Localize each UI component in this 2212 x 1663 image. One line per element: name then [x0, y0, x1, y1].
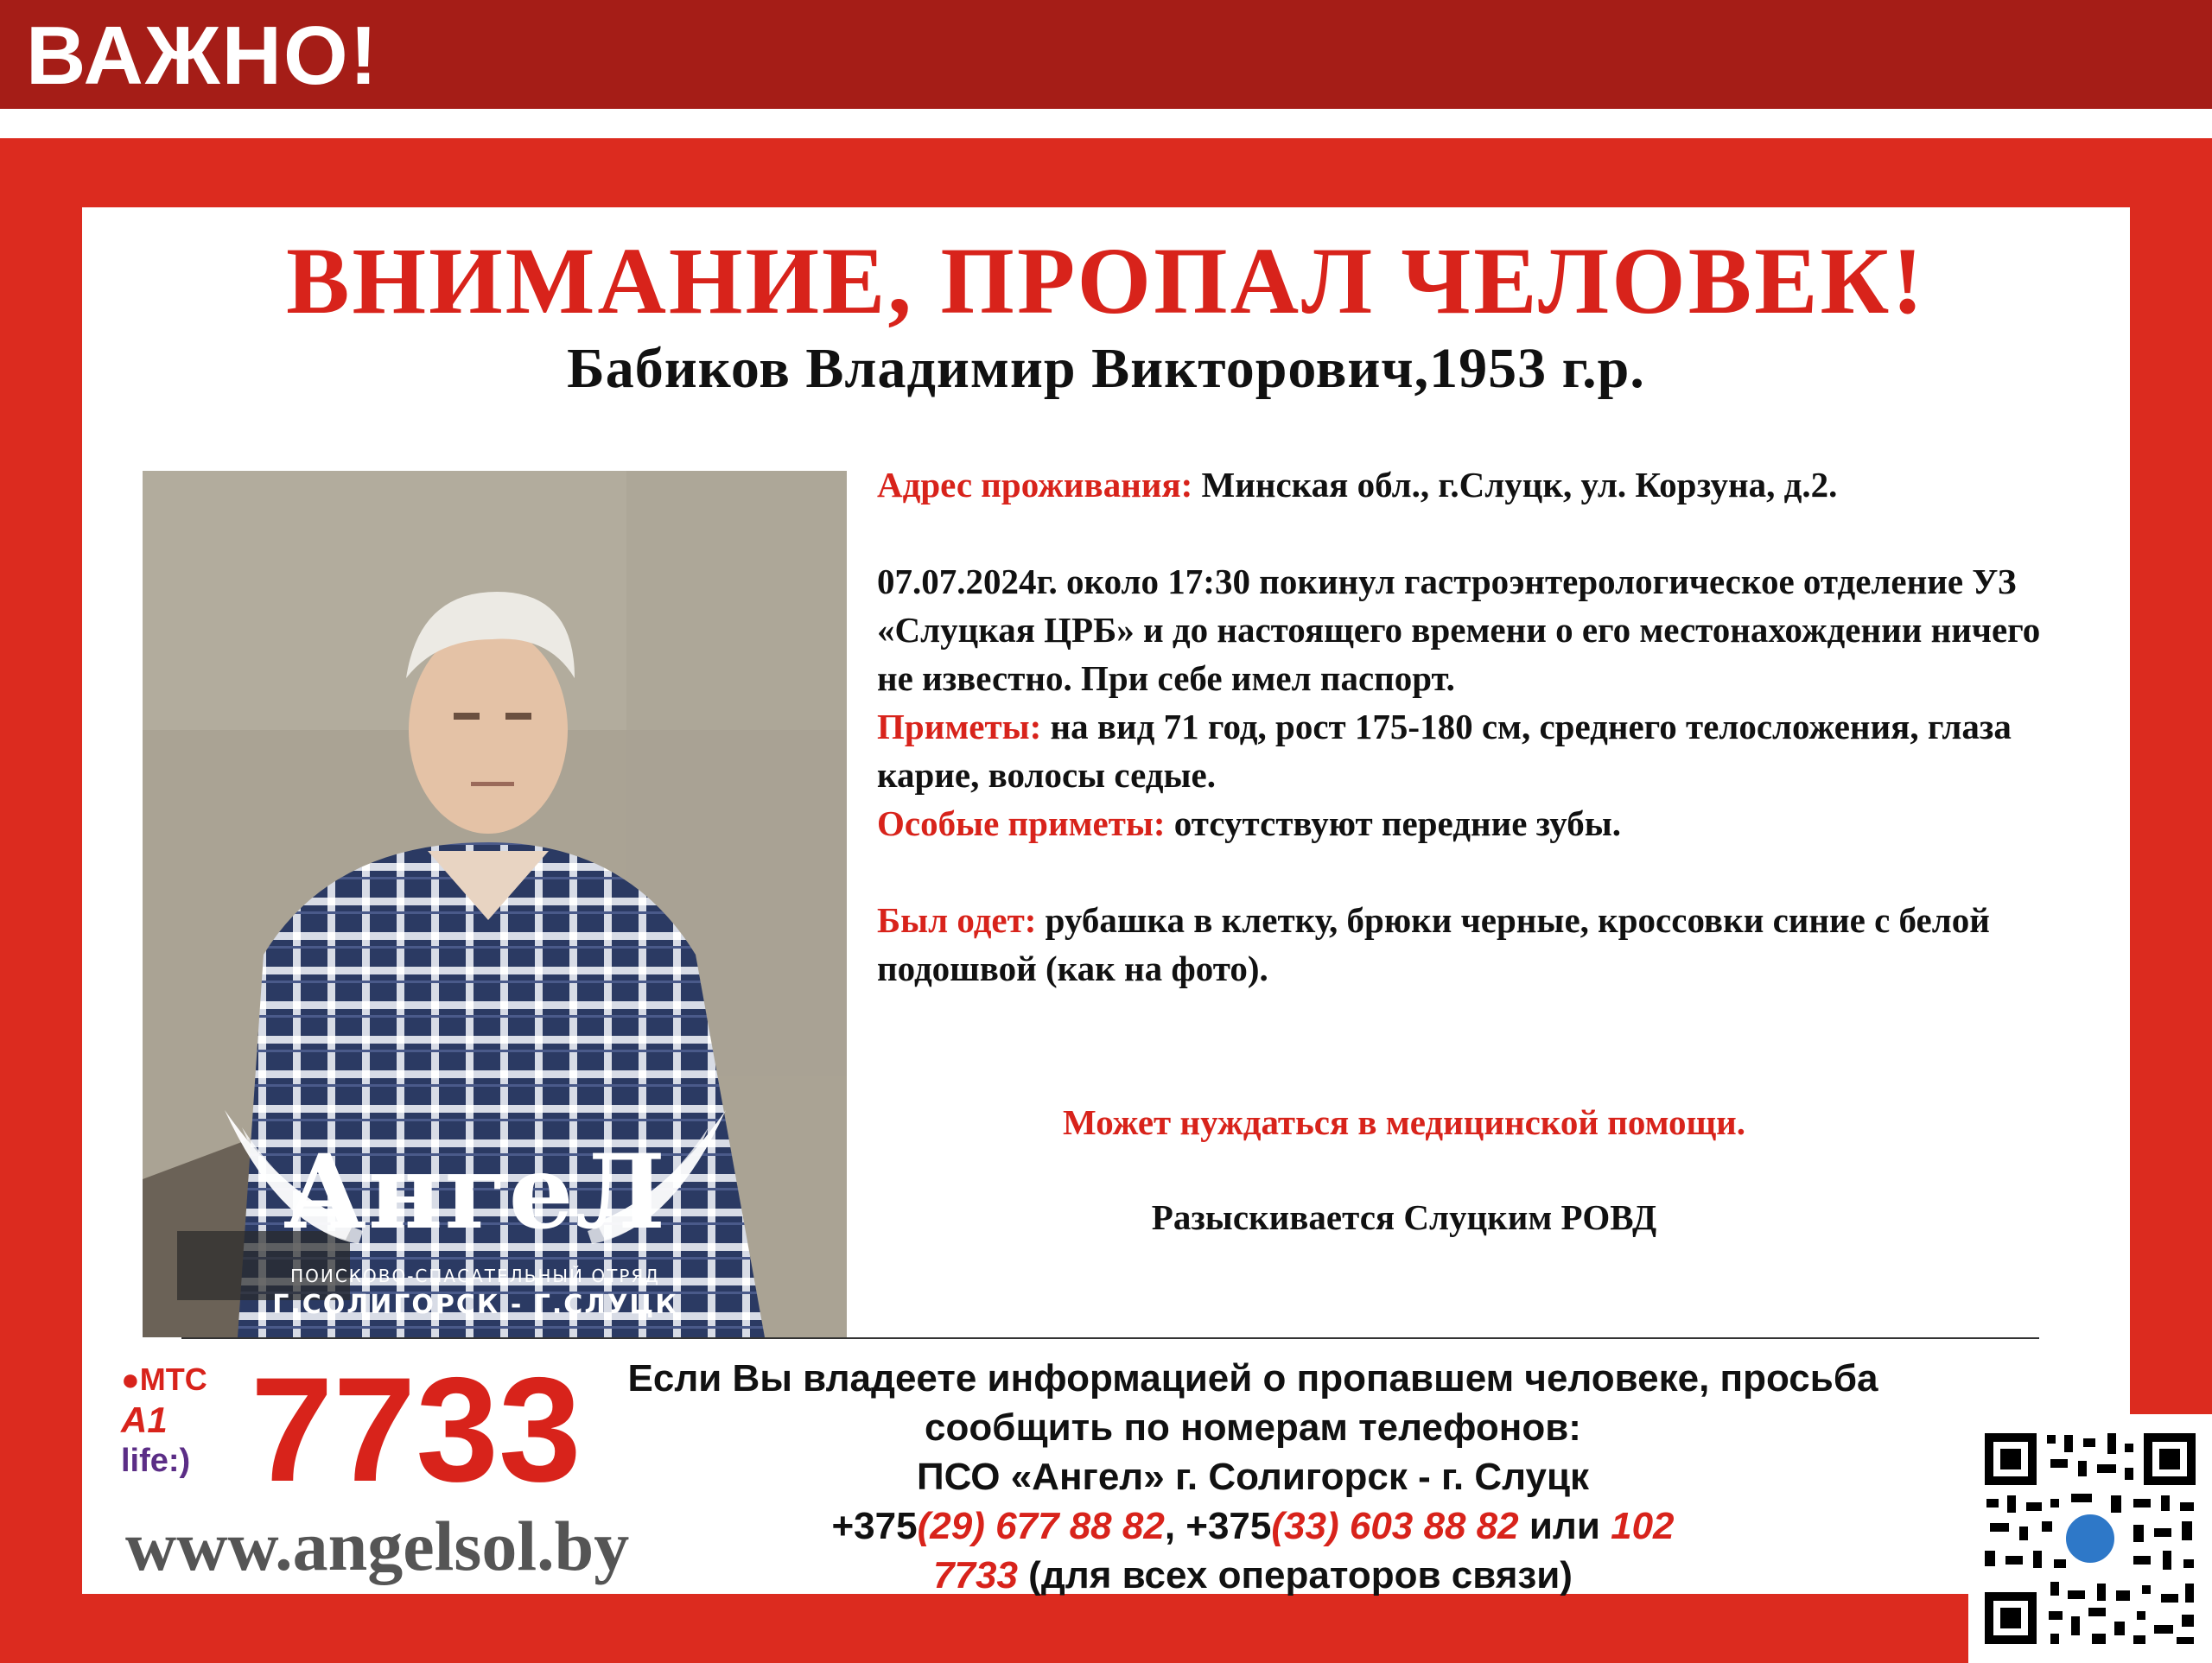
signs-line [877, 702, 2044, 799]
all-operators-note: (для всех операторов связи) [1017, 1554, 1573, 1596]
mts-egg-icon: ● [121, 1362, 140, 1397]
or-word: или [1518, 1505, 1611, 1547]
contact-block [553, 1354, 1953, 1600]
top-banner [0, 0, 2212, 109]
angel-logo-line2: Г.СОЛИГОРСК - Г.СЛУЦК [272, 1290, 678, 1320]
short-number[interactable]: 7733 [251, 1347, 582, 1513]
address-value: Минская обл., г.Слуцк, ул. Корзуна, д.2. [1192, 465, 1838, 505]
address-label: Адрес проживания: [877, 465, 1193, 505]
special-signs-label: Особые приметы: [877, 803, 1166, 843]
poster-title: ВНИМАНИЕ, ПРОПАЛ ЧЕЛОВЕК! [286, 228, 1926, 333]
signs-value: на вид 71 год, рост 175-180 см, среднего телосложения, глаза карие, волосы седые. [877, 707, 2012, 795]
phone-separator: , [1164, 1505, 1186, 1547]
phone-number-1[interactable]: (29) 677 88 82 [917, 1505, 1165, 1547]
operator-logos [121, 1361, 259, 1480]
a1-logo: A1 [121, 1400, 168, 1440]
person-name: Бабиков Владимир Викторович,1953 г.р. [567, 337, 1645, 400]
phones-line [553, 1501, 1953, 1551]
phone-prefix2: +375 [1185, 1505, 1272, 1547]
angel-logo-word: АнгеЛ [283, 1132, 668, 1252]
phone-number-2[interactable]: (33) 603 88 82 [1271, 1505, 1519, 1547]
special-signs-line [877, 799, 2044, 847]
short-number-line [553, 1551, 1953, 1600]
mts-label: МТС [139, 1362, 207, 1397]
event-text: 07.07.2024г. около 17:30 покинул гастроэнтерологическое отделение УЗ «Слуцкая ЦРБ» и до настоящего времени о его местонахождении ничего не известно. При себе имел паспорт. [877, 562, 2041, 698]
clothes-line [877, 896, 2044, 993]
contact-line2: сообщить по номерам телефонов: [925, 1406, 1581, 1449]
divider-line [181, 1337, 2039, 1339]
medical-note: Может нуждаться в медицинской помощи. [1063, 1102, 1745, 1142]
clothes-value: рубашка в клетку, брюки черные, кроссовки синие с белой подошвой (как на фото). [877, 900, 1990, 988]
phone-number-7733[interactable]: 7733 [933, 1554, 1018, 1596]
wanted-by: Разыскивается Слуцким РОВД [1151, 1197, 1657, 1237]
special-signs-value: отсутствуют передние зубы. [1165, 803, 1621, 843]
angel-logo [216, 1093, 734, 1326]
signs-label: Приметы: [877, 707, 1042, 746]
clothes-label: Был одет: [877, 900, 1037, 940]
phone-prefix1: +375 [831, 1505, 918, 1547]
qr-code-icon[interactable] [1981, 1430, 2199, 1647]
address-line [877, 460, 2044, 509]
life-logo: life:) [121, 1443, 191, 1479]
website-link[interactable]: www.angelsol.by [125, 1507, 630, 1585]
important-label: ВАЖНО! [26, 10, 379, 102]
mts-logo [121, 1361, 259, 1399]
contact-line1: Если Вы владеете информацией о пропавшем человеке, просьба [627, 1357, 1878, 1400]
info-block [877, 460, 2044, 993]
angel-logo-line1: ПОИСКОВО-СПАСАТЕЛЬНЫЙ ОТРЯД [290, 1266, 660, 1286]
contact-line3: ПСО «Ангел» г. Солигорск - г. Слуцк [916, 1456, 1590, 1498]
phone-number-102[interactable]: 102 [1611, 1505, 1675, 1547]
